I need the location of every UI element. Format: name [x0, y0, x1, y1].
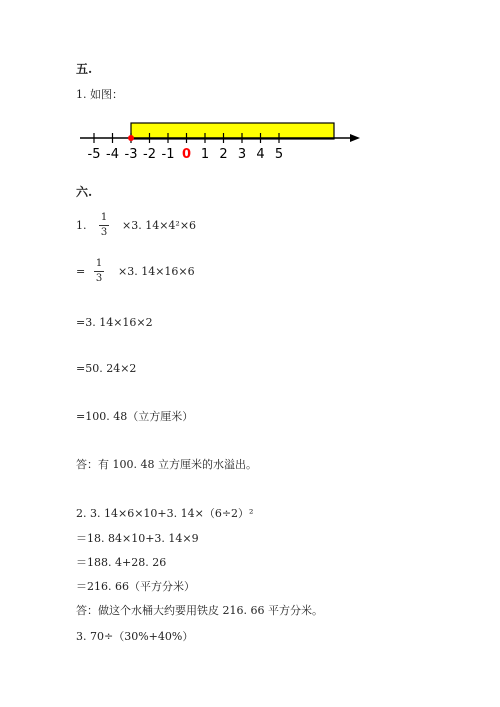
section-6-heading: 六. [76, 185, 93, 199]
tick-label: 3 [237, 147, 247, 162]
q1-number: 1. [76, 219, 87, 232]
tick-label: -1 [161, 147, 175, 162]
arrow-right-icon [350, 134, 360, 142]
section-5-heading: 五. [76, 62, 93, 76]
tick-label: 0 [181, 147, 192, 162]
q2-line4: ＝216. 66（平方分米） [76, 580, 195, 593]
tick-label: -5 [87, 147, 101, 162]
q3-line1: 3. 70÷（30%+40%） [76, 630, 194, 643]
q2-line2: ＝18. 84×10+3. 14×9 [76, 532, 199, 545]
tick-label: 1 [200, 147, 210, 162]
q2-answer: 答：做这个水桶大约要用铁皮 216. 66 平方分米。 [76, 604, 323, 617]
tick-label: -4 [106, 147, 119, 162]
tick-label: -3 [124, 147, 138, 162]
tick-label: -2 [143, 147, 156, 162]
q1-step4: =50. 24×2 [76, 362, 137, 375]
q1-step3: =3. 14×16×2 [76, 316, 153, 329]
tick-label: 4 [256, 147, 265, 162]
q1-step2: ×3. 14×16×6 [118, 265, 195, 278]
number-line-figure [76, 116, 376, 166]
fraction-one-third [98, 212, 110, 239]
q2-line1: 2. 3. 14×6×10+3. 14×（6÷2）² [76, 507, 254, 520]
start-point-dot [128, 135, 134, 141]
fraction-bar [99, 225, 109, 226]
fraction-denominator: 3 [95, 273, 103, 284]
q1-step5: =100. 48（立方厘米） [76, 410, 194, 423]
tick-label: 5 [274, 147, 284, 162]
tick-label: 2 [219, 147, 228, 162]
q1-answer: 答：有 100. 48 立方厘米的水溢出。 [76, 458, 257, 471]
q1-expression: ×3. 14×4²×6 [122, 219, 197, 232]
q1-equals: = [76, 265, 86, 278]
q2-line3: ＝188. 4+28. 26 [76, 556, 167, 569]
number-line-highlight [131, 123, 334, 139]
fraction-denominator: 3 [100, 227, 108, 238]
fraction-one-third-2 [93, 258, 105, 285]
question-5-1-label: 1. 如图： [76, 88, 123, 101]
fraction-numerator: 1 [100, 212, 108, 223]
fraction-bar [94, 271, 104, 272]
fraction-numerator: 1 [95, 258, 103, 269]
